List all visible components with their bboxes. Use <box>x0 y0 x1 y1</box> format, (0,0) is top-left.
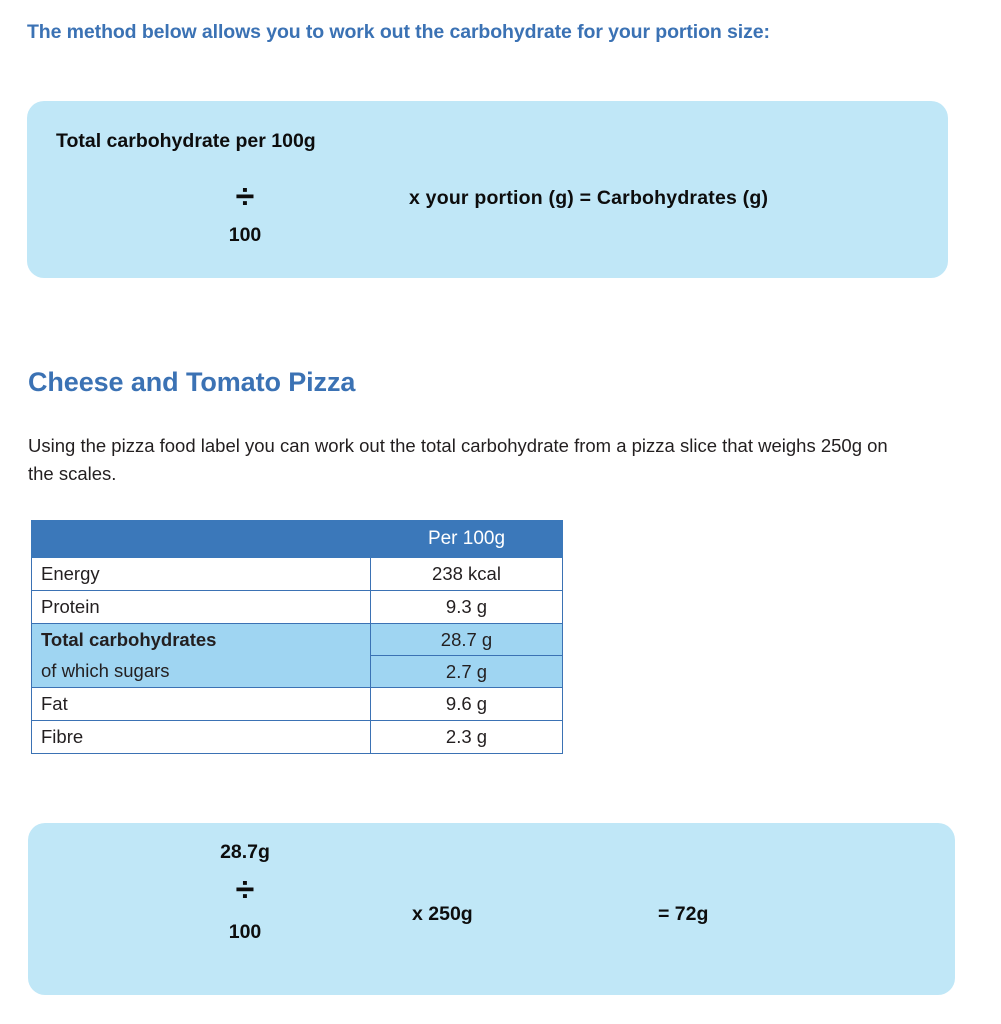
table-cell-label: Protein <box>32 591 371 624</box>
result-denominator: 100 <box>228 921 262 943</box>
table-body <box>32 558 563 754</box>
table-cell-value: 28.7 g <box>371 624 563 656</box>
table-row-highlighted <box>32 656 563 688</box>
divide-icon: ÷ <box>235 178 255 216</box>
table-cell-value: 238 kcal <box>371 558 563 591</box>
table-row <box>32 558 563 591</box>
table-cell-label: Fat <box>32 688 371 721</box>
divide-icon: ÷ <box>235 871 255 909</box>
table-header-label-cell <box>32 521 371 558</box>
table-header-value-cell: Per 100g <box>371 521 563 558</box>
table-row <box>32 721 563 754</box>
result-numerator: 28.7g <box>220 841 270 863</box>
table-cell-label: Energy <box>32 558 371 591</box>
result-fraction <box>185 843 305 943</box>
table-cell-value: 2.7 g <box>371 656 563 688</box>
table-cell-label: Total carbohydrates <box>32 624 371 656</box>
method-denominator: 100 <box>228 224 262 246</box>
table-header-row <box>32 521 563 558</box>
table-header <box>32 521 563 558</box>
method-equation: x your portion (g) = Carbohydrates (g) <box>409 187 769 209</box>
result-multiplier: x 250g <box>412 903 473 925</box>
table-cell-value: 9.3 g <box>371 591 563 624</box>
table-cell-label: of which sugars <box>32 656 371 688</box>
table-cell-value: 9.6 g <box>371 688 563 721</box>
method-fraction <box>185 180 305 246</box>
table-cell-label: Fibre <box>32 721 371 754</box>
intro-heading: The method below allows you to work out the carbohydrate for your portion size: <box>27 21 770 43</box>
page-title: Cheese and Tomato Pizza <box>28 367 356 397</box>
table-row <box>32 688 563 721</box>
section-body-text: Using the pizza food label you can work out the total carbohydrate from a pizza slice that weighs 250g on the scales. <box>28 435 888 484</box>
table-row-highlighted <box>32 624 563 656</box>
table-row <box>32 591 563 624</box>
result-total: = 72g <box>658 903 709 925</box>
nutrition-table <box>31 520 563 754</box>
method-numerator-label: Total carbohydrate per 100g <box>56 130 316 152</box>
result-calculation-box <box>28 823 955 995</box>
table-cell-value: 2.3 g <box>371 721 563 754</box>
